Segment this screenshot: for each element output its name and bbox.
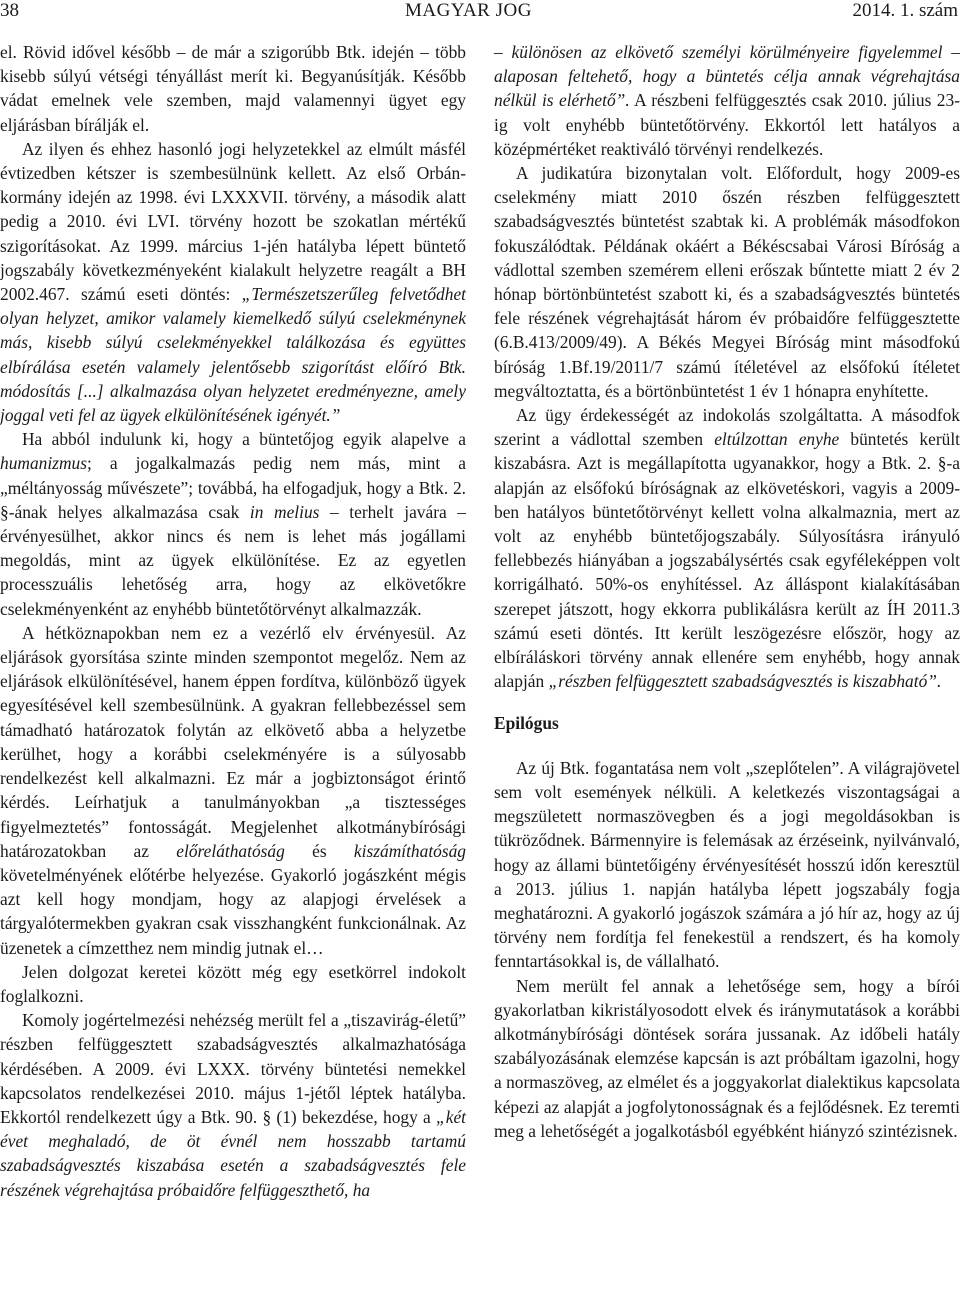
paragraph bbox=[0, 427, 466, 621]
text-run: követelményének előtérbe helyezése. Gyakorló jogászként mégis azt kell hogy mondjam, hogy az alapjogi érvelések a tárgyalótermekben gyakran csak visszhangként funkcionálnak. Az üzenetek a címzetthez nem mindig jutnak el… bbox=[0, 864, 466, 958]
emphasis: humanizmus bbox=[0, 453, 87, 474]
text-run: Komoly jogértelmezési nehézség merült fel a „tiszavirág-életű” részben felfüggesztett szabadságvesztés alkalmazhatósága kérdésében. A 2009. évi LXXX. törvény büntetési nemekkel kapcsolatos rendelkezései 2010. május 1-jétől léptek hatályba. Ekkortól rendelkezett úgy a Btk. 90. § (1) bekezdése, hogy a bbox=[0, 1010, 466, 1127]
text-run: Ha abból indulunk ki, hogy a büntetőjog egyik alapelve a bbox=[22, 429, 466, 450]
emphasis: in melius bbox=[249, 501, 320, 522]
text-run: A hétköznapokban nem ez a vezérlő elv érvényesül. Az eljárások gyorsítása szinte minden szempontot megelőz. Nem az eljárások elkülönítésével, hanem éppen fordítva, különböző ügyek egyesítésével kell szembesülnünk. A gyakran fellebbezéssel sem támadható határozatok folytán az elkövető abba a helyzetbe kerülhet, hogy a korábbi cselekményére is a súlyosabb rendelkezést kell alkalmazni. Ez már a jogbiztonságot érintő kérdés. Leírhatjuk a tanulmányokban „a tisztességes figyelmeztetés” fontosságát. Megjelenhet alkotmánybírósági határozatokban az bbox=[0, 622, 466, 861]
paragraph bbox=[0, 137, 466, 427]
text-run: Az ilyen és ehhez hasonló jogi helyzetekkel az elmúlt másfél évtizedben kétszer is szembesülnünk kellett. Az első Orbán-kormány idején az 1998. évi LXXXVII. törvény, a második alatt pedig a 2010. évi LVI. törvény hozott be szokatlan mértékű szigorításokat. Az 1999. március 1-jén hatályba lépett büntető jogszabály következményeként kialakult helyzetre reagált a BH 2002.467. számú eseti döntés: bbox=[0, 138, 466, 305]
running-header bbox=[0, 0, 960, 22]
paragraph: Az új Btk. fogantatása nem volt „szeplőtelen”. A világrajövetel sem volt események nélküli. A keletkezés viszontagságai a megszületett normaszövegben és a jogi megoldásokban is tükröződnek. Bármennyire is felemásak az érzéseink, nyilvánvaló, hogy az állami büntetőigény érvényesítését hosszú időn keresztül a 2013. július 1. napján hatályba lépett jogszabály fogja meghatározni. A gyakorló jogászok számára a jó hír az, hogy az új törvény nem fordítja fel fenekestül a rendszert, és ha komoly fenntartásokkal is, de vállalható. bbox=[494, 757, 960, 972]
journal-title: MAGYAR JOG bbox=[405, 0, 532, 21]
quotation: – különösen az elkövető személyi körülményeire figyelemmel – alaposan feltehető, hogy a büntetés célja annak végrehajtása nélkül is elérhető”. bbox=[494, 42, 960, 111]
emphasis: eltúlzottan enyhe bbox=[714, 429, 840, 450]
right-column bbox=[494, 40, 960, 1143]
paragraph: Jelen dolgozat keretei között még egy esetkörrel indokolt foglalkozni. bbox=[0, 961, 466, 1006]
quotation: „részben felfüggesztett szabadságvesztés is kiszabható”. bbox=[548, 671, 942, 692]
text-run: ; a jogalkalmazás pedig nem más, mint a „méltányosság művészete”; továbbá, ha elfogadjuk, hogy a Btk. 2. §-ának helyes alkalmazása csak bbox=[0, 453, 466, 522]
issue-label: 2014. 1. szám bbox=[852, 0, 958, 21]
text-run: Az ügy érdekességét az indokolás szolgáltatta. A másodfok szerint a vádlottal szemben bbox=[494, 405, 960, 450]
paragraph: A judikatúra bizonytalan volt. Előfordult, hogy 2009-es cselekmény miatt 2010 őszén részben felfüggesztett szabadságvesztés büntetést szabtak ki. A problémák másodfokon fokuszálódtak. Példának okáért a Békéscsabai Városi Bíróság a vádlottal szemben szemérem elleni erőszak bűntette miatt 2 év 2 hónap börtönbüntetést szabott ki, és a szabadságvesztés büntetés fele részének végrehajtását három év próbaidőre felfüggesztette (6.B.413/2009/49). A Békés Megyei Bíróság mint másodfokú bíróság 1.Bf.19/2011/7 számú ítéletével az elsőfokú ítéletet megváltoztatta, és a börtönbüntetést 1 év 1 hónapra enyhítette. bbox=[494, 163, 960, 401]
quotation: „Természetszerűleg felvetődhet olyan helyzet, amikor valamely kiemelkedő súlyú cselekménynek más, kisebb súlyú cselekményekkel találkozása és együttes elbírálása esetén valamely jelentősebb szigorítást előíró Btk. módosítás [...] alkalmazása olyan helyzetet eredményezne, amely joggal veti fel az ügyek elkülönítésének igényét.” bbox=[0, 284, 466, 426]
paragraph bbox=[494, 403, 960, 693]
paragraph: el. Rövid idővel később – de már a szigorúbb Btk. idején – több kisebb súlyú vétségi tényállást merít ki. Begyanúsítják. Később vádat emelnek vele szemben, majd valamennyi ügyet egy eljárásban bírálják el. bbox=[0, 42, 466, 135]
paragraph bbox=[494, 40, 960, 161]
paragraph bbox=[0, 1008, 466, 1202]
text-run: A részbeni felfüggesztés csak 2010. július 23-ig volt enyhébb büntetőtörvény. Ekkortól lett hatályos a középmértéket reaktiváló törvényi rendelkezés. bbox=[494, 90, 960, 159]
text-run: büntetés került kiszabásra. Azt is megállapította ugyanakkor, hogy a Btk. 2. §-a alapján az elsőfokú bíróságnak az elkövetéskori, vagyis a 2009-ben hatályos büntetőtörvényt kellett volna alkalmaznia, mert az volt az enyhébb büntetőjogszabály. Súlyosításra irányuló fellebbezés hiányában a jogszabálysértés csak egyféleképpen volt korrigálható. 50%-os enyhítéssel. Az álláspont kialakításában szerepet játszott, hogy ekkorra publikálásra került az ÍH 2011.3 számú eseti döntés. Itt került leszögezésre először, hogy az elbíráláskori törvény annak ellenére sem enyhébb, hogy annak alapján bbox=[494, 429, 960, 692]
paragraph bbox=[0, 621, 466, 960]
quotation: „két évet meghaladó, de öt évnél nem hosszabb tartamú szabadságvesztés kiszabása esetén a szabadságvesztés fele részének végrehajtása próbaidőre felfüggeszthető, ha bbox=[0, 1106, 466, 1200]
emphasis: kiszámíthatóság bbox=[353, 840, 467, 861]
paragraph: Nem merült fel annak a lehetősége sem, hogy a bírói gyakorlatban kikristályosodott elvek és iránymutatások a korábbi alkotmánybírósági döntések sorára jussanak. Az időbeli hatály szabályozásának elemzése kapcsán is azt próbáltam igazolni, hogy a normaszöveg, az elmélet és a joggyakorlat dialektikus kapcsolata képezi az alapját a jogfolytonosságnak és a fejlődésnek. Ez teremti meg a lehetőségét a jogalkotásból egyébként hiányzó szintézisnek. bbox=[494, 975, 960, 1141]
section-heading: Epilógus bbox=[494, 713, 559, 734]
text-run: – terhelt javára – érvényesülhet, akkor nincs és nem is lehet más jogállami megoldás, mint az ügyek elkülönítése. Ez az egyetlen processzuális lehetőség arra, hogy az elkövetőkre cselekményenként az enyhébb büntetőtörvényt alkalmazzák. bbox=[0, 501, 466, 619]
emphasis: előreláthatóság bbox=[176, 840, 285, 861]
page-number: 38 bbox=[0, 0, 19, 21]
left-column bbox=[0, 40, 466, 1202]
text-run: és bbox=[284, 840, 354, 861]
